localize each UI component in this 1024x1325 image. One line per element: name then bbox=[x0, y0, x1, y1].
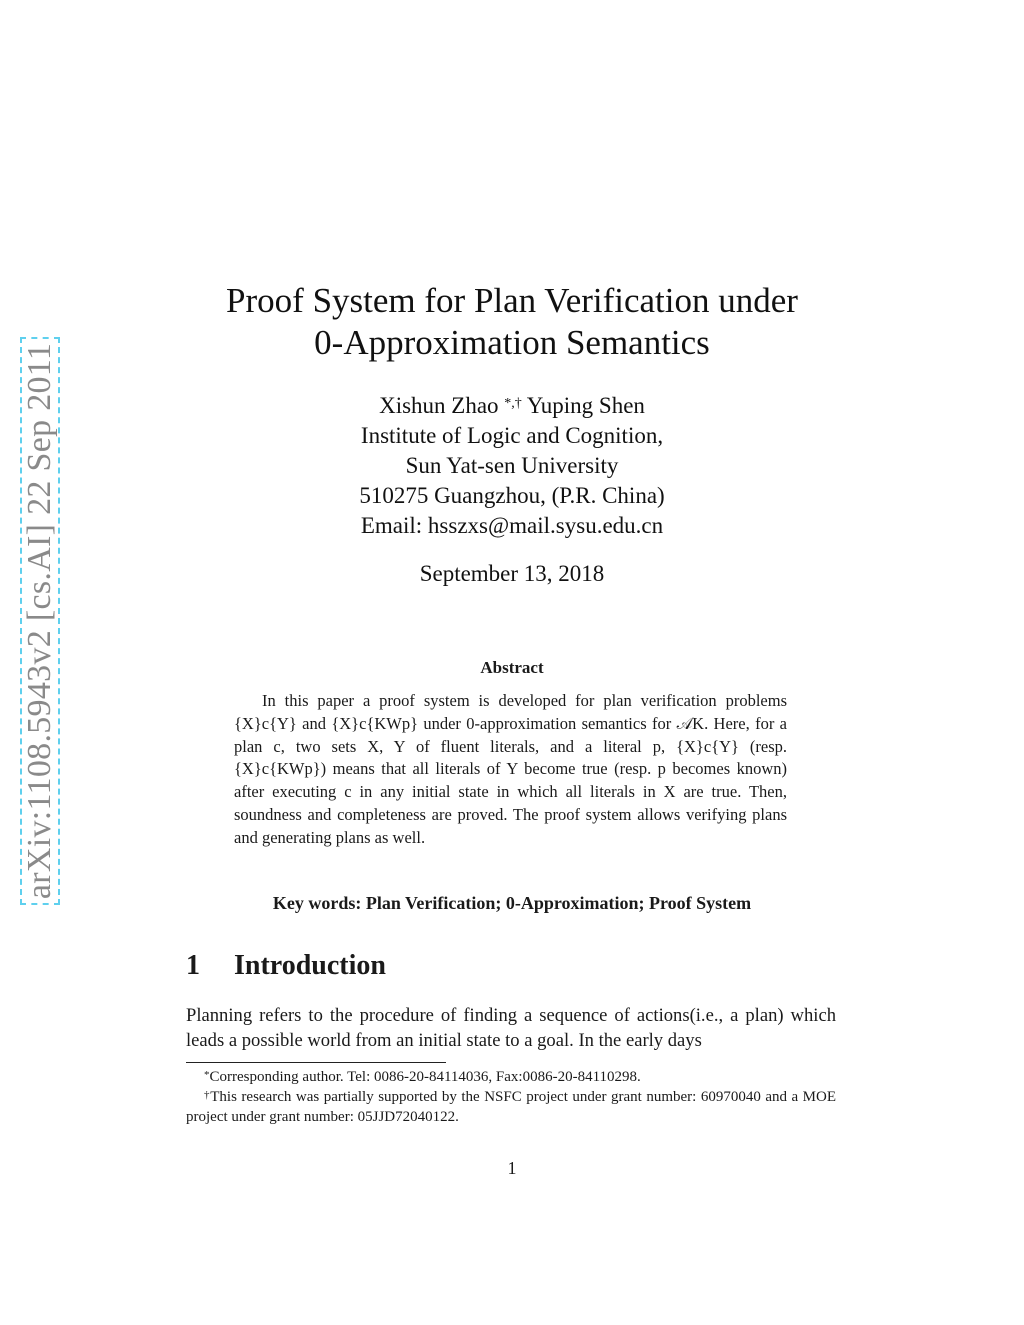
footnote-2 bbox=[186, 1087, 836, 1127]
email-line: Email: hsszxs@mail.sysu.edu.cn bbox=[360, 513, 664, 538]
introduction-text: Planning refers to the procedure of finding a sequence of actions(i.e., a plan) which leads a possible world from an initial state to a goal. In the early days bbox=[186, 1005, 836, 1051]
footnote-1-mark: * bbox=[204, 1069, 210, 1081]
abstract-text: In this paper a proof system is developed for plan verification problems {X}c{Y} and {X}c{KWp} under 0-approximation semantics for 𝒜K. Here, for a plan c, two sets X, Y of fluent literals, and a literal p, {X}c{Y} (resp. {X}c{KWp}) means that all literals of Y become true (resp. p becomes known) after executing c in any initial state in which all literals in X are true. Then, soundness and completeness are proved. The proof system allows verifying plans and generating plans as well. bbox=[234, 691, 787, 847]
footnotes bbox=[186, 1067, 836, 1127]
address-line: 510275 Guangzhou, (P.R. China) bbox=[359, 483, 665, 508]
section-title: Introduction bbox=[234, 950, 386, 981]
arxiv-stamp-text: arXiv:1108.5943v2 [cs.AI] 22 Sep 2011 bbox=[21, 342, 58, 900]
section-number: 1 bbox=[186, 950, 200, 981]
footnote-1-text: Corresponding author. Tel: 0086-20-84114036, Fax:0086-20-84110298. bbox=[209, 1069, 641, 1085]
author-name-1: Xishun Zhao bbox=[379, 393, 499, 418]
author-name-2: Yuping Shen bbox=[526, 393, 645, 418]
affiliation-line-1: Institute of Logic and Cognition, bbox=[360, 423, 664, 448]
author-footnote-marks: *,† bbox=[504, 396, 522, 411]
section-heading bbox=[186, 950, 386, 982]
footnote-rule bbox=[186, 1062, 446, 1063]
page-number: 1 bbox=[507, 1158, 517, 1178]
abstract-heading: Abstract bbox=[480, 658, 544, 677]
affiliation-line-2: Sun Yat-sen University bbox=[405, 453, 619, 478]
keywords-line: Key words: Plan Verification; 0-Approximation; Proof System bbox=[272, 893, 752, 913]
paper-title-line2: 0-Approximation Semantics bbox=[314, 323, 710, 362]
footnote-1 bbox=[186, 1067, 836, 1087]
paper-title-line1: Proof System for Plan Verification under bbox=[226, 281, 798, 320]
paper-date: September 13, 2018 bbox=[419, 561, 605, 586]
footnote-2-mark: † bbox=[204, 1089, 211, 1101]
author-line bbox=[0, 391, 1024, 421]
footnote-2-text: This research was partially supported by the NSFC project under grant number: 60970040 and a MOE project under grant number: 05JJD72040122. bbox=[186, 1089, 837, 1125]
